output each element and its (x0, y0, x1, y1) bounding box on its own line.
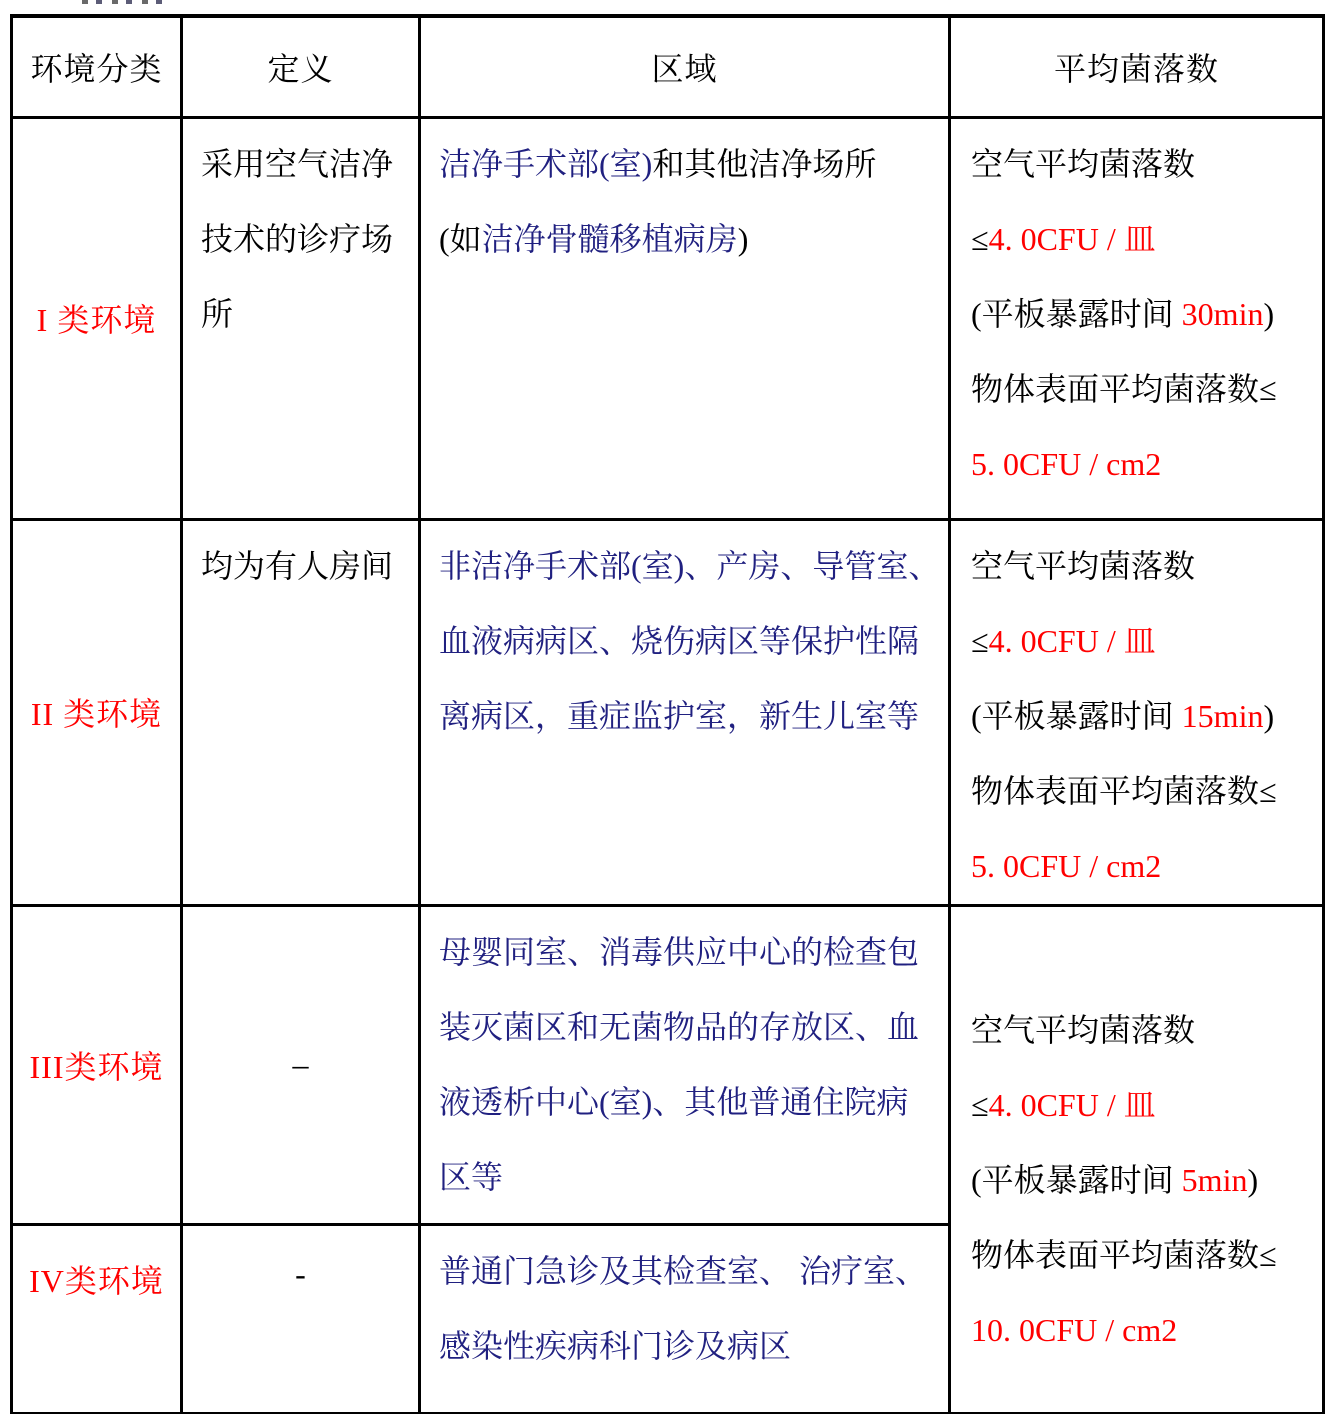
header-average-colony-count: 平均菌落数 (950, 16, 1324, 117)
text-line (971, 529, 1318, 604)
table-row-class-3 (12, 905, 1324, 1224)
class-4-area-cell (420, 1224, 950, 1413)
text-line (971, 829, 1318, 904)
text-segment: ) (1263, 295, 1275, 332)
class-2-label: II 类环境 (12, 519, 182, 905)
text-segment: 5. 0CFU / cm2 (971, 445, 1162, 482)
text-segment: 空气平均菌落数 (971, 145, 1196, 182)
text-segment: 母婴同室、消毒供应中心的检查包 (439, 933, 920, 970)
class-3-4-colony-cell-merged (950, 905, 1324, 1413)
text-line (971, 427, 1318, 502)
text-segment: 液透析中心(室)、其他普通住院病 (439, 1083, 909, 1120)
text-line (971, 202, 1318, 277)
class-4-area-text (439, 1234, 942, 1384)
class-2-area-cell (420, 519, 950, 905)
text-segment: 血液病病区、烧伤病区等保护性隔 (439, 622, 920, 659)
text-segment: (如 (439, 220, 482, 257)
text-segment: (平板暴露时间 (971, 1161, 1182, 1198)
text-segment: 30min (1181, 295, 1264, 332)
text-line (439, 915, 942, 990)
header-definition: 定义 (182, 16, 420, 117)
text-segment: 非洁净手术部(室)、产房、导管室、 (439, 547, 941, 584)
text-line (201, 529, 412, 604)
text-segment: (平板暴露时间 (971, 697, 1182, 734)
class-1-area-cell (420, 117, 950, 519)
text-segment: ) (1263, 697, 1275, 734)
text-segment: 普通门急诊及其检查室、 治疗室、 (439, 1252, 928, 1289)
text-line (201, 202, 412, 277)
text-line (971, 679, 1318, 754)
class-2-definition-cell (182, 519, 420, 905)
class-2-colony-cell (950, 519, 1324, 905)
class-2-area-text (439, 529, 942, 754)
text-line (201, 277, 412, 352)
text-line (439, 127, 942, 202)
text-line (439, 1065, 942, 1140)
text-line (971, 604, 1318, 679)
text-line (439, 1140, 942, 1215)
class-1-colony-cell (950, 117, 1324, 519)
text-segment: 感染性疾病科门诊及病区 (439, 1327, 792, 1364)
text-segment: ) (1247, 1161, 1259, 1198)
text-segment: 4. 0CFU / 皿 (988, 1086, 1156, 1123)
text-segment: 4. 0CFU / 皿 (988, 622, 1156, 659)
text-segment: 物体表面平均菌落数≤ (971, 1236, 1277, 1273)
text-segment: 均为有人房间 (201, 547, 394, 584)
table-header-row (12, 16, 1324, 117)
class-2-definition-text (201, 529, 412, 604)
class-1-label: I 类环境 (12, 117, 182, 519)
table-row-class-1 (12, 117, 1324, 519)
text-segment: 采用空气洁净 (201, 145, 394, 182)
table-row-class-2 (12, 519, 1324, 905)
text-segment: ≤ (971, 1086, 989, 1123)
text-segment: ≤ (971, 622, 989, 659)
text-segment: 区等 (439, 1158, 504, 1195)
text-segment: 空气平均菌落数 (971, 1011, 1196, 1048)
text-segment: 所 (201, 295, 234, 332)
class-1-colony-text (971, 127, 1318, 502)
text-segment: 5. 0CFU / cm2 (971, 847, 1162, 884)
text-line (971, 1218, 1318, 1293)
text-line (439, 990, 942, 1065)
text-line (439, 1309, 942, 1384)
cropped-text-artifact (82, 0, 166, 4)
text-segment: 装灭菌区和无菌物品的存放区、血 (439, 1008, 920, 1045)
class-3-area-text (439, 915, 942, 1215)
class-4-label: IV类环境 (12, 1224, 182, 1413)
class-3-area-cell (420, 905, 950, 1224)
text-segment: 洁净骨髓移植病房 (481, 220, 738, 257)
text-segment: (平板暴露时间 (971, 295, 1182, 332)
class-2-colony-text (971, 529, 1318, 904)
text-line (971, 993, 1318, 1068)
header-area: 区域 (420, 16, 950, 117)
text-segment: 物体表面平均菌落数≤ (971, 370, 1277, 407)
text-segment: 洁净手术部(室) (439, 145, 653, 182)
text-segment: 15min (1181, 697, 1264, 734)
text-line (439, 1234, 942, 1309)
text-line (439, 529, 942, 604)
text-line (971, 127, 1318, 202)
text-line (201, 127, 412, 202)
text-line (971, 1068, 1318, 1143)
text-line (971, 1143, 1318, 1218)
class-1-definition-text (201, 127, 412, 352)
text-segment: 4. 0CFU / 皿 (988, 220, 1156, 257)
text-segment: 和其他洁净场所 (652, 145, 877, 182)
class-3-definition-dash: – (182, 905, 420, 1224)
text-segment: 物体表面平均菌落数≤ (971, 772, 1277, 809)
text-segment: ) (737, 220, 749, 257)
text-line (971, 277, 1318, 352)
class-1-area-text (439, 127, 942, 277)
text-line (971, 754, 1318, 829)
text-segment: 离病区，重症监护室，新生儿室等 (439, 697, 920, 734)
class-4-definition-dash: - (182, 1224, 420, 1413)
text-line (439, 679, 942, 754)
class-3-label: III类环境 (12, 905, 182, 1224)
text-segment: 技术的诊疗场 (201, 220, 394, 257)
class-1-definition-cell (182, 117, 420, 519)
text-line (971, 1293, 1318, 1368)
header-environment-class: 环境分类 (12, 16, 182, 117)
class-3-4-colony-text (971, 993, 1318, 1368)
text-line (971, 352, 1318, 427)
text-segment: 空气平均菌落数 (971, 547, 1196, 584)
text-line (439, 202, 942, 277)
text-segment: 10. 0CFU / cm2 (971, 1311, 1178, 1348)
text-segment: ≤ (971, 220, 989, 257)
text-line (439, 604, 942, 679)
environment-classification-table (10, 14, 1325, 1414)
text-segment: 5min (1181, 1161, 1248, 1198)
